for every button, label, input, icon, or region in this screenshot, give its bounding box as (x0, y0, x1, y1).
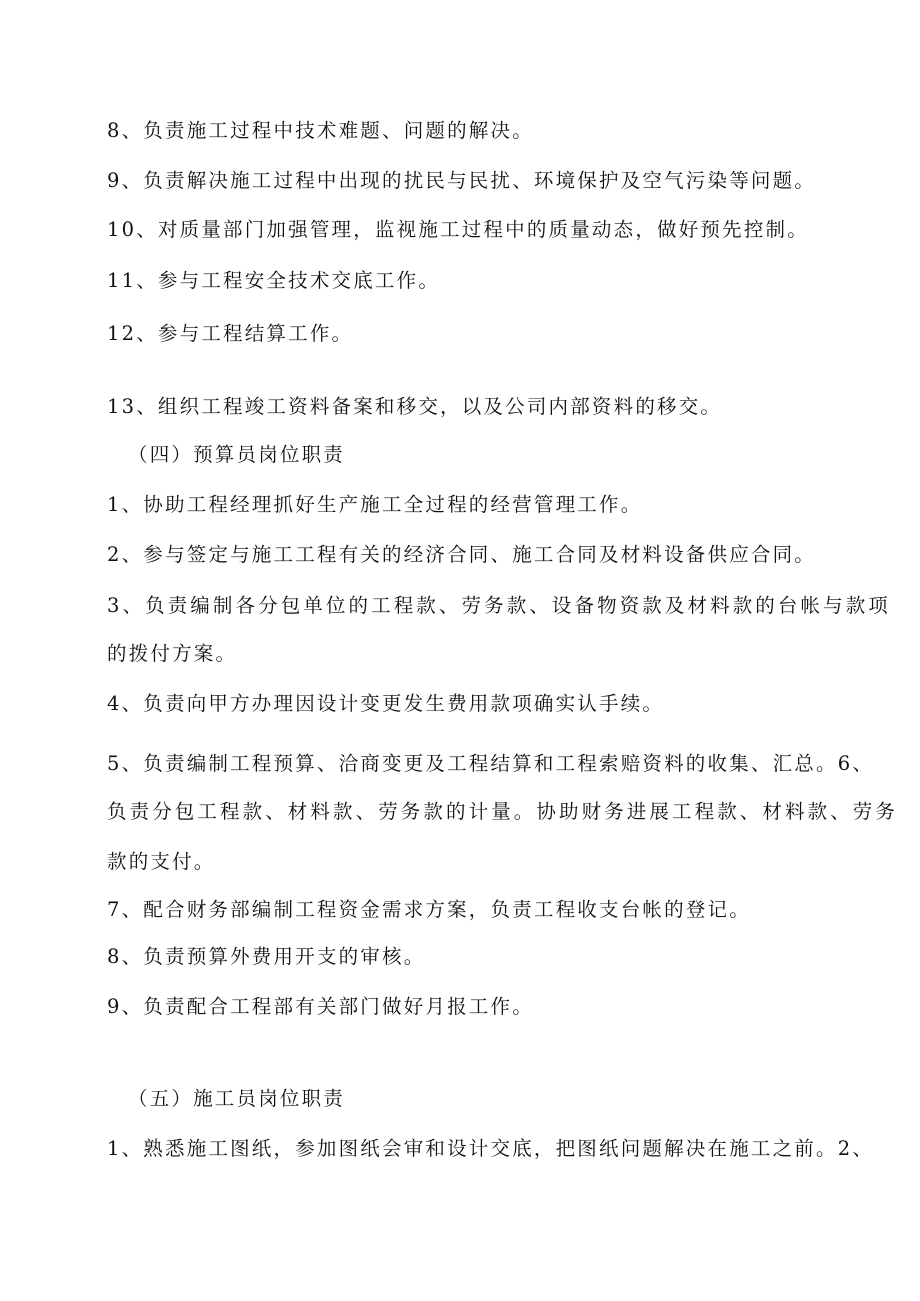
duty-item-9: 9、负责解决施工过程中出现的扰民与民扰、环境保护及空气污染等问题。 (107, 169, 817, 192)
budgeter-item-1: 1、协助工程经理抓好生产施工全过程的经营管理工作。 (107, 493, 643, 516)
budgeter-item-5: 5、负责编制工程预算、洽商变更及工程结算和工程索赔资料的收集、汇总。6、 (107, 752, 875, 775)
budgeter-item-4: 4、负责向甲方办理因设计变更发生费用款项确实认手续。 (107, 692, 665, 715)
budgeter-item-6: 负责分包工程款、材料款、劳务款的计量。协助财务进展工程款、材料款、劳务 (107, 800, 899, 823)
construction-item-1: 1、熟悉施工图纸，参加图纸会审和设计交底，把图纸问题解决在施工之前。2、 (107, 1137, 875, 1160)
duty-item-11: 11、参与工程安全技术交底工作。 (107, 269, 441, 292)
duty-item-12: 12、参与工程结算工作。 (107, 322, 354, 345)
budgeter-item-3: 3、负责编制各分包单位的工程款、劳务款、设备物资款及材料款的台帐与款项 (107, 594, 891, 617)
budgeter-item-6-cont: 款的支付。 (107, 850, 216, 873)
budgeter-item-3-cont: 的拨付方案。 (107, 642, 238, 665)
budgeter-item-7: 7、配合财务部编制工程资金需求方案，负责工程收支台帐的登记。 (107, 898, 751, 921)
section-heading-budgeter: （四）预算员岗位职责 (128, 443, 346, 466)
duty-item-13: 13、组织工程竣工资料备案和移交，以及公司内部资料的移交。 (107, 395, 723, 418)
duty-item-8: 8、负责施工过程中技术难题、问题的解决。 (107, 119, 534, 142)
budgeter-item-2: 2、参与签定与施工工程有关的经济合同、施工合同及材料设备供应合同。 (107, 543, 817, 566)
section-heading-construction-worker: （五）施工员岗位职责 (128, 1087, 346, 1110)
budgeter-item-9: 9、负责配合工程部有关部门做好月报工作。 (107, 995, 534, 1018)
budgeter-item-8: 8、负责预算外费用开支的审核。 (107, 945, 426, 968)
duty-item-10: 10、对质量部门加强管理，监视施工过程中的质量动态，做好预先控制。 (107, 218, 809, 241)
